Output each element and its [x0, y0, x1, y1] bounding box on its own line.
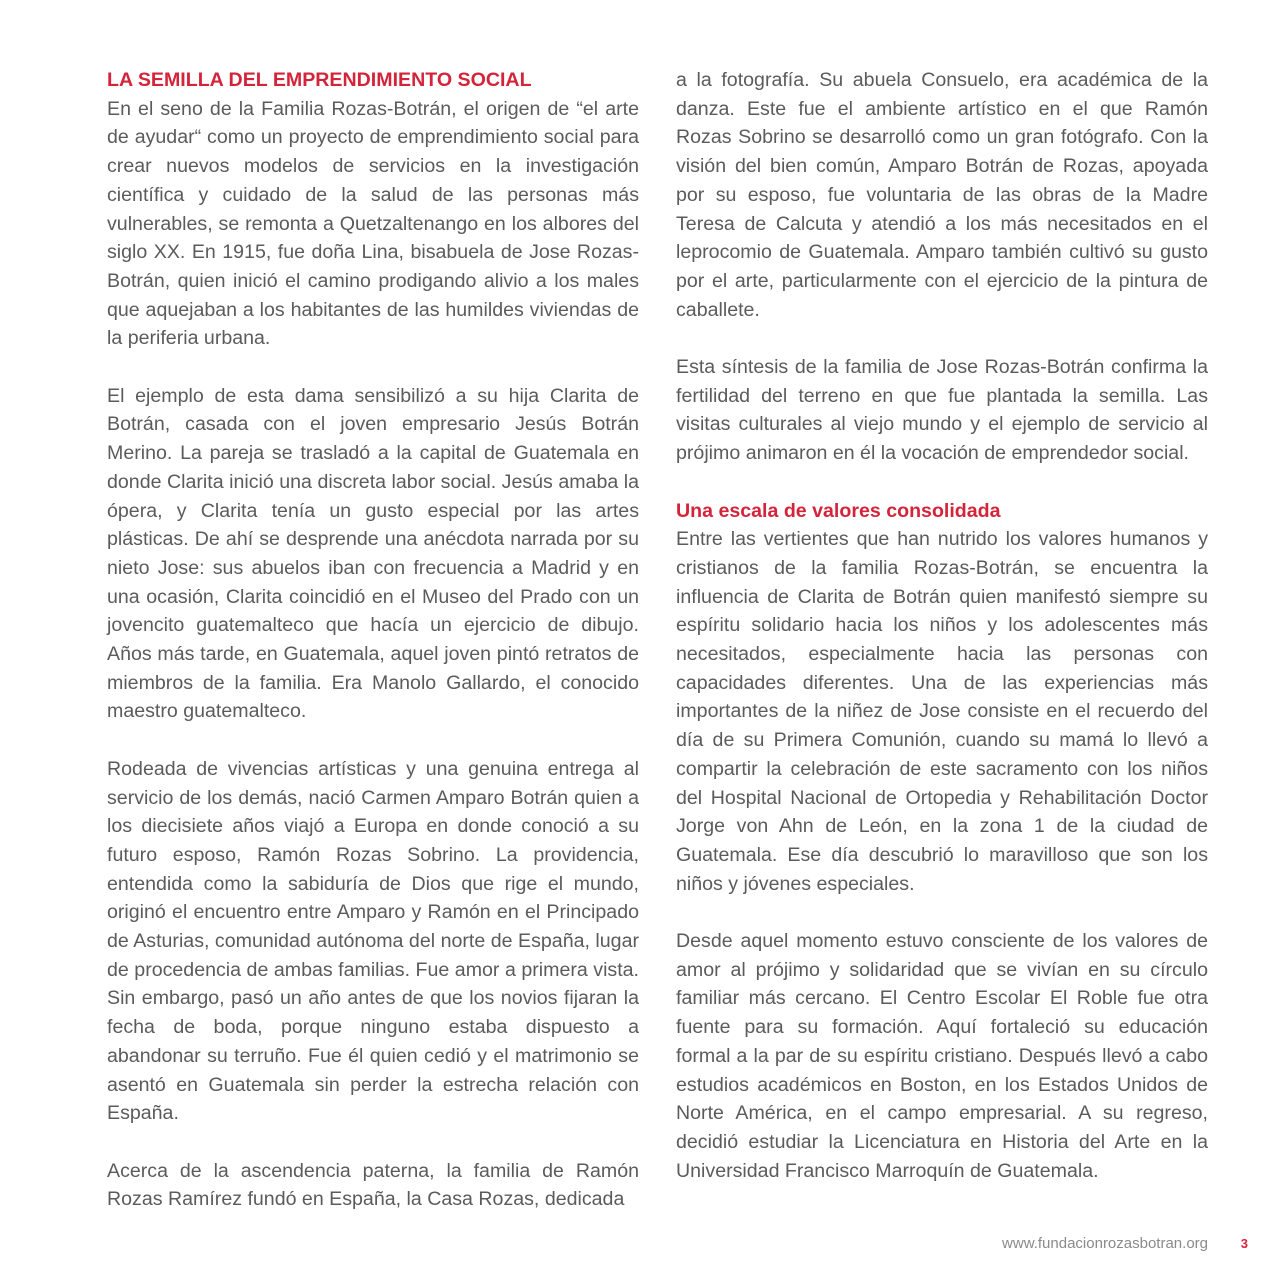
paragraph: En el seno de la Familia Rozas-Botrán, el origen de “el arte de ayudar“ como un proyecto de emprendimiento social para crear nuevos modelos de servicios en la investigación científica y cuidado de la salud de las personas más vulnerables, se remonta a Quetzaltenango en los albores del siglo XX. En 1915, fue doña Lina, bisabuela de Jose Rozas-Botrán, quien inició el camino prodigando alivio a los males que aquejaban a los habitantes de las humildes viviendas de la periferia urbana.: [107, 97, 639, 350]
paragraph: Entre las vertientes que han nutrido los valores humanos y cristianos de la familia Rozas-Botrán, se encuentra la influencia de Clarita de Botrán quien manifestó siempre su espíritu solidario hacia los niños y los adolescentes más necesitados, especialmente hacia las personas con capacidades diferentes. Una de las experiencias más importantes de la niñez de Jose consiste en el recuerdo del día de su Primera Comunión, cuando su mamá lo llevó a compartir la celebración de este sacramento con los niños del Hospital Nacional de Ortopedia y Rehabilitación Doctor Jorge von Ahn de León, en la zona 1 de la ciudad de Guatemala. Ese día descubrió lo maravilloso que son los niños y jóvenes especiales.: [676, 528, 1208, 895]
paragraph: Esta síntesis de la familia de Jose Rozas-Botrán confirma la fertilidad del terreno en que fue plantada la semilla. Las visitas culturales al viejo mundo y el ejemplo de servicio al prójimo animaron en él la vocación de emprendedor social.: [676, 356, 1208, 465]
footer-website-link[interactable]: www.fundacionrozasbotran.org: [1002, 1235, 1208, 1252]
paragraph: Rodeada de vivencias artísticas y una genuina entrega al servicio de los demás, nació Carmen Amparo Botrán quien a los diecisiete años viajó a Europa en donde conoció a su futuro esposo, Ramón Rozas Sobrino. La providencia, entendida como la sabiduría de Dios que rige el mundo, originó el encuentro entre Amparo y Ramón en el Principado de Asturias, comunidad autónoma del norte de España, lugar de procedencia de ambas familias. Fue amor a primera vista. Sin embargo, pasó un año antes de que los novios fijaran la fecha de boda, porque ninguno estaba dispuesto a abandonar su terruño. Fue él quien cedió y el matrimonio se asentó en Guatemala sin perder la estrecha relación con España.: [107, 757, 639, 1125]
paragraph: a la fotografía. Su abuela Consuelo, era académica de la danza. Este fue el ambiente artístico en el que Ramón Rozas Sobrino se desarrolló como un gran fotógrafo. Con la visión del bien común, Amparo Botrán de Rozas, apoyada por su esposo, fue voluntaria de las obras de la Madre Teresa de Calcuta y atendió a los más necesitados en el leprocomio de Guatemala. Amparo también cultivó su gusto por el arte, particularmente con el ejercicio de la pintura de caballete.: [676, 69, 1208, 321]
left-column: [107, 66, 639, 1214]
section-heading-valores: Una escala de valores consolidada: [676, 499, 1001, 522]
paragraph: Acerca de la ascendencia paterna, la familia de Ramón Rozas Ramírez fundó en España, la Casa Rozas, dedicada: [107, 1159, 639, 1211]
page-number: 3: [1240, 1236, 1248, 1251]
right-column: [676, 66, 1208, 1185]
paragraph: El ejemplo de esta dama sensibilizó a su hija Clarita de Botrán, casada con el joven empresario Jesús Botrán Merino. La pareja se trasladó a la capital de Guatemala en donde Clarita inició una discreta labor social. Jesús amaba la ópera, y Clarita tenía un gusto especial por las artes plásticas. De ahí se desprende una anécdota narrada por su nieto Jose: sus abuelos iban con frecuencia a Madrid y en una ocasión, Clarita coincidió en el Museo del Prado con un jovencito guatemalteco que hacía un ejercicio de dibujo. Años más tarde, en Guatemala, aquel joven pintó retratos de miembros de la familia. Era Manolo Gallardo, el conocido maestro guatemalteco.: [107, 384, 639, 723]
section-heading-semilla: LA SEMILLA DEL EMPRENDIMIENTO SOCIAL: [107, 69, 532, 91]
paragraph: Desde aquel momento estuvo consciente de los valores de amor al prójimo y solidaridad que se vivían en su círculo familiar más cercano. El Centro Escolar El Roble fue otra fuente para su formación. Aquí fortaleció su educación formal a la par de su espíritu cristiano. Después llevó a cabo estudios académicos en Boston, en los Estados Unidos de Norte América, en el campo empresarial. A su regreso, decidió estudiar la Licenciatura en Historia del Arte en la Universidad Francisco Marroquín de Guatemala.: [676, 930, 1208, 1182]
